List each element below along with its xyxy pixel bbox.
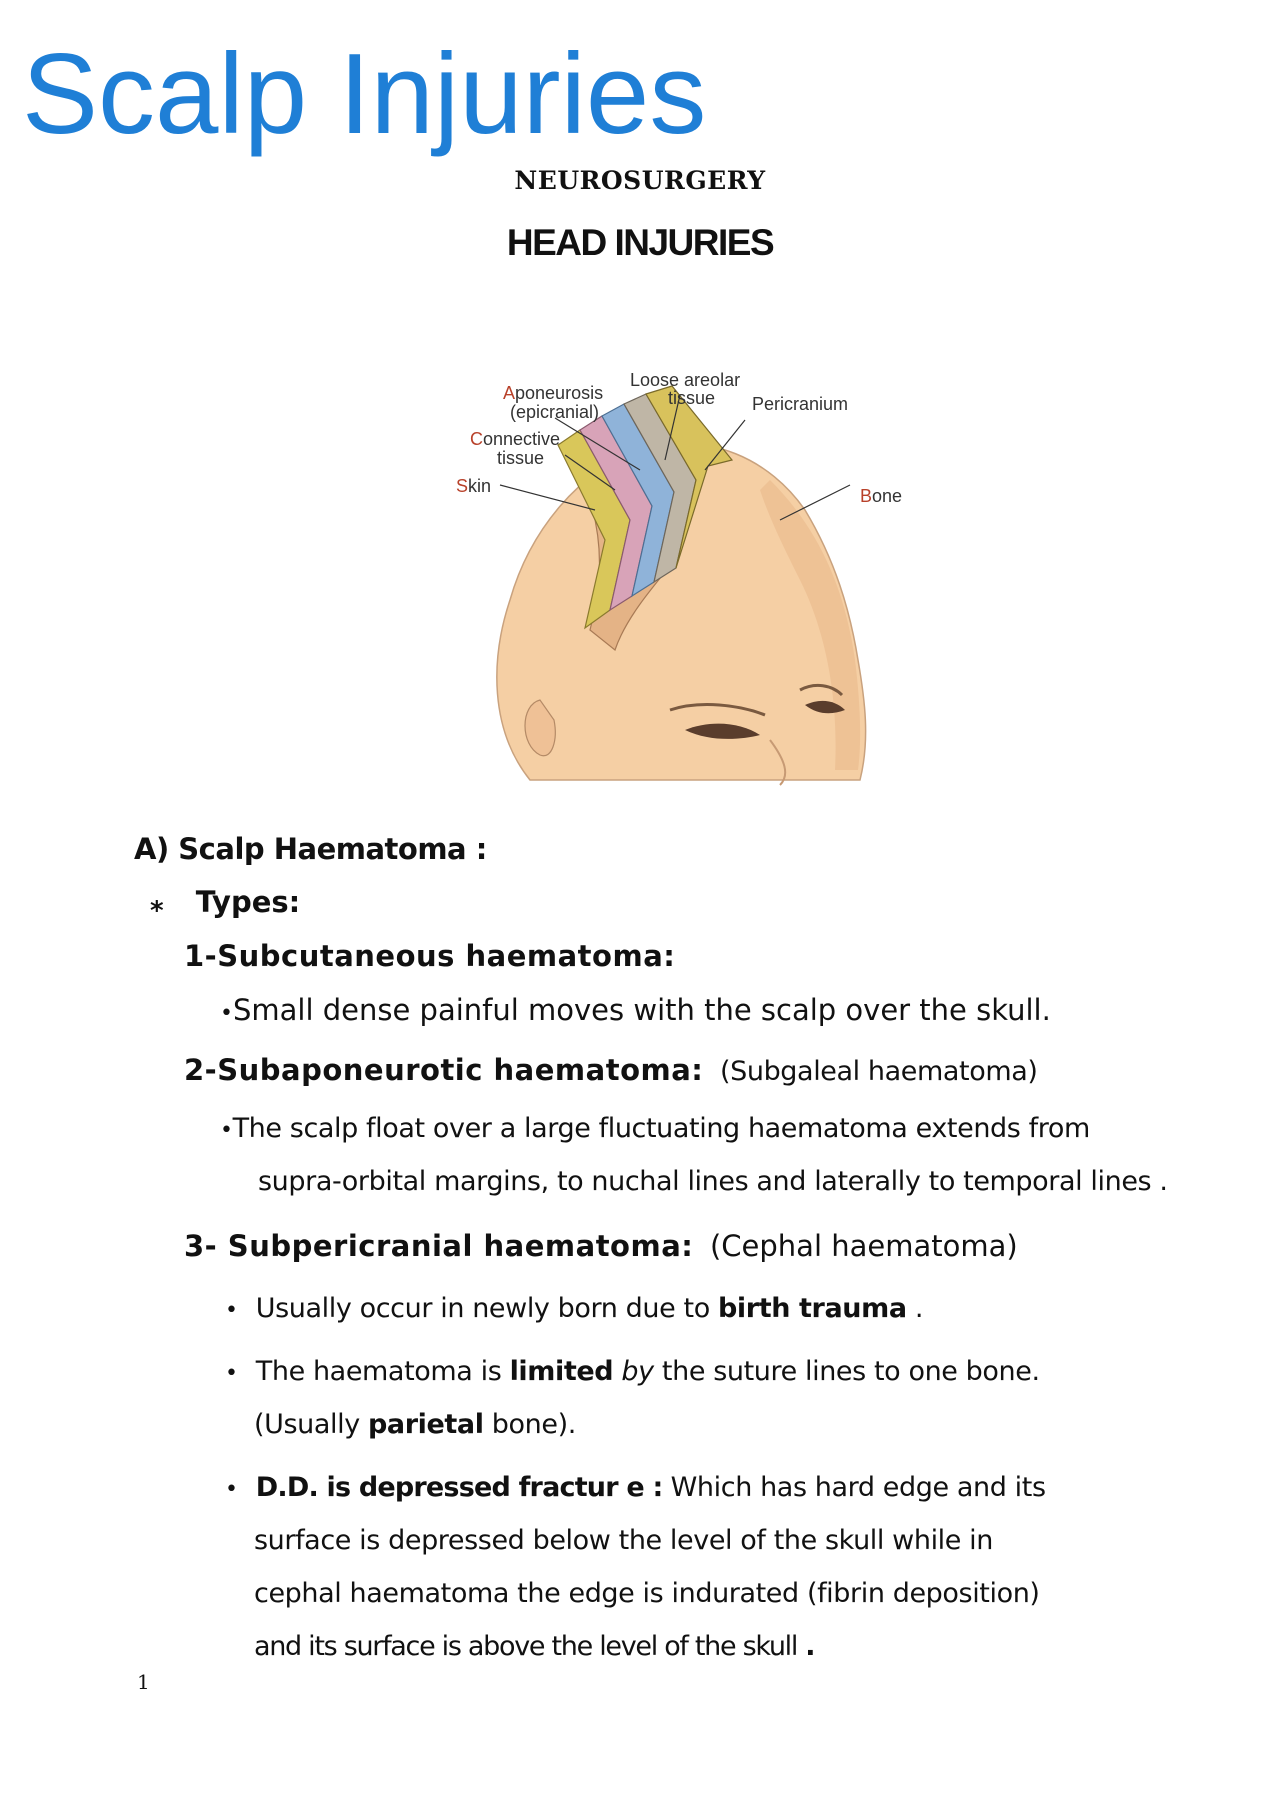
subaponeurotic-title: 2-Subaponeurotic haematoma: — [184, 1053, 704, 1087]
subcutaneous-title: 1-Subcutaneous haematoma: — [184, 939, 676, 973]
point-3-line-2: cephal haematoma the edge is indurated (fibrin deposition) — [254, 1578, 1040, 1609]
subcutaneous-text: Small dense painful moves with the scalp over the skull. — [232, 993, 1051, 1027]
subpericranial-title-row — [184, 1229, 1018, 1263]
subaponeurotic-text-1: The scalp float over a large fluctuating haematoma extends from — [232, 1113, 1090, 1144]
types-label: Types: — [195, 885, 301, 919]
label-bone: Bone — [860, 486, 903, 506]
label-connective-tissue: tissue — [497, 448, 545, 468]
subpericranial-note: (Cephal haematoma) — [709, 1229, 1018, 1263]
subcutaneous-point — [220, 993, 1051, 1027]
bullet-icon: • — [225, 1477, 238, 1502]
subpericranial-point-3 — [225, 1472, 1046, 1503]
section-a-title: A) Scalp Haematoma : — [134, 832, 487, 866]
point-3-text: Which has hard edge and its — [662, 1472, 1046, 1503]
point-2-text-1: The haematoma is — [255, 1356, 510, 1387]
bullet-icon: • — [220, 1118, 233, 1143]
subpericranial-title: 3- Subpericranial haematoma: — [184, 1229, 694, 1263]
subaponeurotic-text-2: supra-orbital margins, to nuchal lines and laterally to temporal lines . — [258, 1166, 1168, 1197]
by-italic: by — [613, 1356, 654, 1387]
label-connective: Connective — [470, 429, 561, 449]
types-row — [150, 885, 300, 919]
subaponeurotic-point — [220, 1113, 1090, 1144]
subpericranial-point-2 — [225, 1356, 1040, 1387]
page-number: 1 — [137, 1670, 150, 1694]
subpericranial-point-1 — [225, 1293, 923, 1324]
label-aponeurosis: Aponeurosis — [503, 383, 604, 403]
point-3-line-3 — [254, 1631, 814, 1662]
label-loose-areolar-tissue: tissue — [668, 388, 716, 408]
point-3-line-1: surface is depressed below the level of the skull while in — [254, 1525, 993, 1556]
subaponeurotic-note: (Subgaleal haematoma) — [719, 1056, 1038, 1087]
birth-trauma-bold: birth trauma — [718, 1293, 907, 1324]
label-pericranium: Pericranium — [752, 394, 849, 414]
parietal-bold: parietal — [368, 1409, 484, 1440]
label-epicranial: (epicranial) — [510, 402, 600, 422]
label-skin: Skin — [456, 476, 492, 496]
bullet-icon: • — [225, 1298, 238, 1323]
asterisk-bullet-icon: ⁎ — [150, 889, 164, 919]
limited-bold: limited — [509, 1356, 614, 1387]
subpericranial-point-2b — [254, 1409, 576, 1440]
point-2b-text-2: bone). — [483, 1409, 576, 1440]
dd-depressed-fracture-bold: D.D. is depressed fractur e : — [255, 1472, 663, 1503]
point-3-end: . — [797, 1631, 815, 1662]
point-2b-text-1: (Usually — [254, 1409, 368, 1440]
section-heading: HEAD INJURIES — [506, 222, 774, 263]
subject-title: NEUROSURGERY — [514, 166, 766, 195]
label-loose-areolar: Loose areolar — [630, 370, 741, 390]
bullet-icon: • — [220, 1001, 233, 1026]
bullet-icon: • — [225, 1361, 238, 1386]
subaponeurotic-title-row — [184, 1053, 1038, 1087]
page-title: Scalp Injuries — [22, 31, 707, 158]
point-2-text-2: the suture lines to one bone. — [653, 1356, 1040, 1387]
figure-labels — [0, 0, 1280, 800]
point-3-line-3-text: and its surface is above the level of the skull — [254, 1631, 798, 1662]
point-1-text: Usually occur in newly born due to — [255, 1293, 718, 1324]
point-1-end: . — [906, 1293, 924, 1324]
